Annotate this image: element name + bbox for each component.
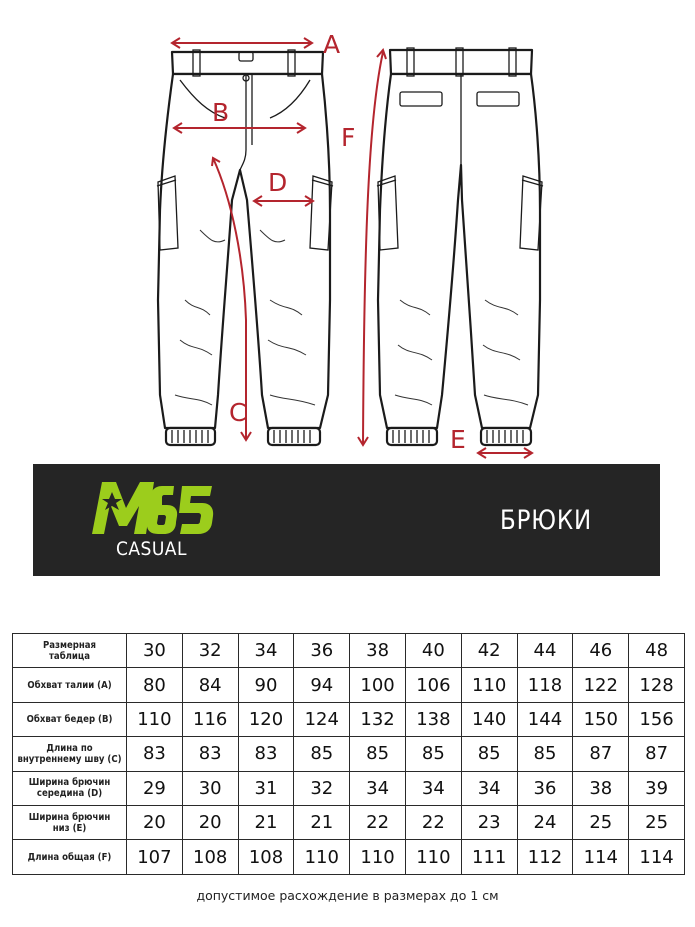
- table-cell: 156: [629, 702, 685, 736]
- table-cell: 87: [629, 737, 685, 771]
- table-cell: 24: [517, 805, 573, 839]
- table-cell: 44: [517, 634, 573, 668]
- table-cell: 150: [573, 702, 629, 736]
- table-cell: 48: [629, 634, 685, 668]
- table-cell: 23: [461, 805, 517, 839]
- pants-technical-drawing: [0, 0, 695, 462]
- size-table: [12, 633, 685, 875]
- table-cell: 80: [127, 668, 183, 702]
- table-cell: 21: [294, 805, 350, 839]
- row-label-line: Ширина брючин: [28, 811, 111, 823]
- table-cell: 22: [350, 805, 406, 839]
- table-cell: 46: [573, 634, 629, 668]
- table-cell: 110: [294, 840, 350, 874]
- table-cell: 34: [238, 634, 294, 668]
- table-cell: 30: [127, 634, 183, 668]
- table-cell: 110: [405, 840, 461, 874]
- table-cell: 85: [294, 737, 350, 771]
- table-cell: 111: [461, 840, 517, 874]
- row-label-line: таблица: [48, 650, 91, 662]
- dimension-label-d: D: [268, 168, 288, 197]
- table-cell: 39: [629, 771, 685, 805]
- table-cell: 38: [350, 634, 406, 668]
- row-label: [13, 840, 127, 874]
- table-cell: 83: [182, 737, 238, 771]
- table-cell: 32: [182, 634, 238, 668]
- table-cell: 108: [238, 840, 294, 874]
- table-cell: 42: [461, 634, 517, 668]
- table-cell: 85: [517, 737, 573, 771]
- table-cell: 34: [461, 771, 517, 805]
- table-cell: 25: [629, 805, 685, 839]
- row-label: [13, 702, 127, 736]
- table-cell: 85: [405, 737, 461, 771]
- table-cell: 83: [238, 737, 294, 771]
- table-cell: 87: [573, 737, 629, 771]
- table-cell: 120: [238, 702, 294, 736]
- table-cell: 118: [517, 668, 573, 702]
- row-label-line: Ширина брючин: [28, 777, 111, 789]
- size-table-body: [13, 634, 685, 875]
- table-cell: 114: [573, 840, 629, 874]
- table-cell: 112: [517, 840, 573, 874]
- table-row: [13, 737, 685, 771]
- table-cell: 20: [182, 805, 238, 839]
- table-cell: 32: [294, 771, 350, 805]
- row-label-line: внутреннему шву (С): [17, 753, 122, 765]
- table-cell: 108: [182, 840, 238, 874]
- table-row: [13, 634, 685, 668]
- table-cell: 83: [127, 737, 183, 771]
- m65-logo: [92, 478, 217, 538]
- table-cell: 85: [461, 737, 517, 771]
- table-cell: 22: [405, 805, 461, 839]
- row-label-line: Обхват бедер (В): [26, 713, 113, 725]
- table-row: [13, 840, 685, 874]
- row-label: [13, 668, 127, 702]
- row-label-line: низ (E): [52, 822, 87, 834]
- table-cell: 38: [573, 771, 629, 805]
- table-cell: 110: [461, 668, 517, 702]
- table-cell: 107: [127, 840, 183, 874]
- table-cell: 36: [517, 771, 573, 805]
- table-cell: 34: [405, 771, 461, 805]
- table-cell: 85: [350, 737, 406, 771]
- table-cell: 30: [182, 771, 238, 805]
- table-cell: 128: [629, 668, 685, 702]
- dimension-label-a: A: [323, 30, 341, 59]
- table-cell: 20: [127, 805, 183, 839]
- table-row: [13, 771, 685, 805]
- dimension-label-b: B: [212, 98, 230, 127]
- row-label: [13, 771, 127, 805]
- table-cell: 124: [294, 702, 350, 736]
- row-label-line: Длина по: [46, 742, 93, 754]
- dimension-label-f: F: [341, 123, 356, 152]
- table-cell: 84: [182, 668, 238, 702]
- table-cell: 140: [461, 702, 517, 736]
- row-label-line: Длина общая (F): [27, 851, 112, 863]
- table-cell: 29: [127, 771, 183, 805]
- size-tolerance-note: допустимое расхождение в размерах до 1 см: [196, 888, 499, 903]
- row-label: [13, 634, 127, 668]
- table-cell: 110: [127, 702, 183, 736]
- table-row: [13, 805, 685, 839]
- table-cell: 34: [350, 771, 406, 805]
- row-label: [13, 737, 127, 771]
- table-cell: 116: [182, 702, 238, 736]
- table-cell: 144: [517, 702, 573, 736]
- brand-subtitle: CASUAL: [116, 538, 187, 560]
- table-cell: 132: [350, 702, 406, 736]
- product-title: БРЮКИ: [500, 505, 593, 536]
- row-label-line: середина (D): [36, 788, 103, 800]
- table-row: [13, 702, 685, 736]
- table-cell: 21: [238, 805, 294, 839]
- table-cell: 110: [350, 840, 406, 874]
- table-cell: 106: [405, 668, 461, 702]
- table-cell: 114: [629, 840, 685, 874]
- back-view-pants: [377, 48, 543, 445]
- table-cell: 122: [573, 668, 629, 702]
- table-cell: 138: [405, 702, 461, 736]
- row-label-line: Обхват талии (А): [27, 679, 112, 691]
- row-label-line: Размерная: [42, 639, 97, 651]
- dimension-label-e: E: [450, 425, 466, 454]
- table-cell: 94: [294, 668, 350, 702]
- dimension-label-c: C: [229, 398, 247, 427]
- row-label: [13, 805, 127, 839]
- table-cell: 25: [573, 805, 629, 839]
- table-cell: 31: [238, 771, 294, 805]
- table-cell: 36: [294, 634, 350, 668]
- table-cell: 40: [405, 634, 461, 668]
- table-cell: 90: [238, 668, 294, 702]
- table-cell: 100: [350, 668, 406, 702]
- table-row: [13, 668, 685, 702]
